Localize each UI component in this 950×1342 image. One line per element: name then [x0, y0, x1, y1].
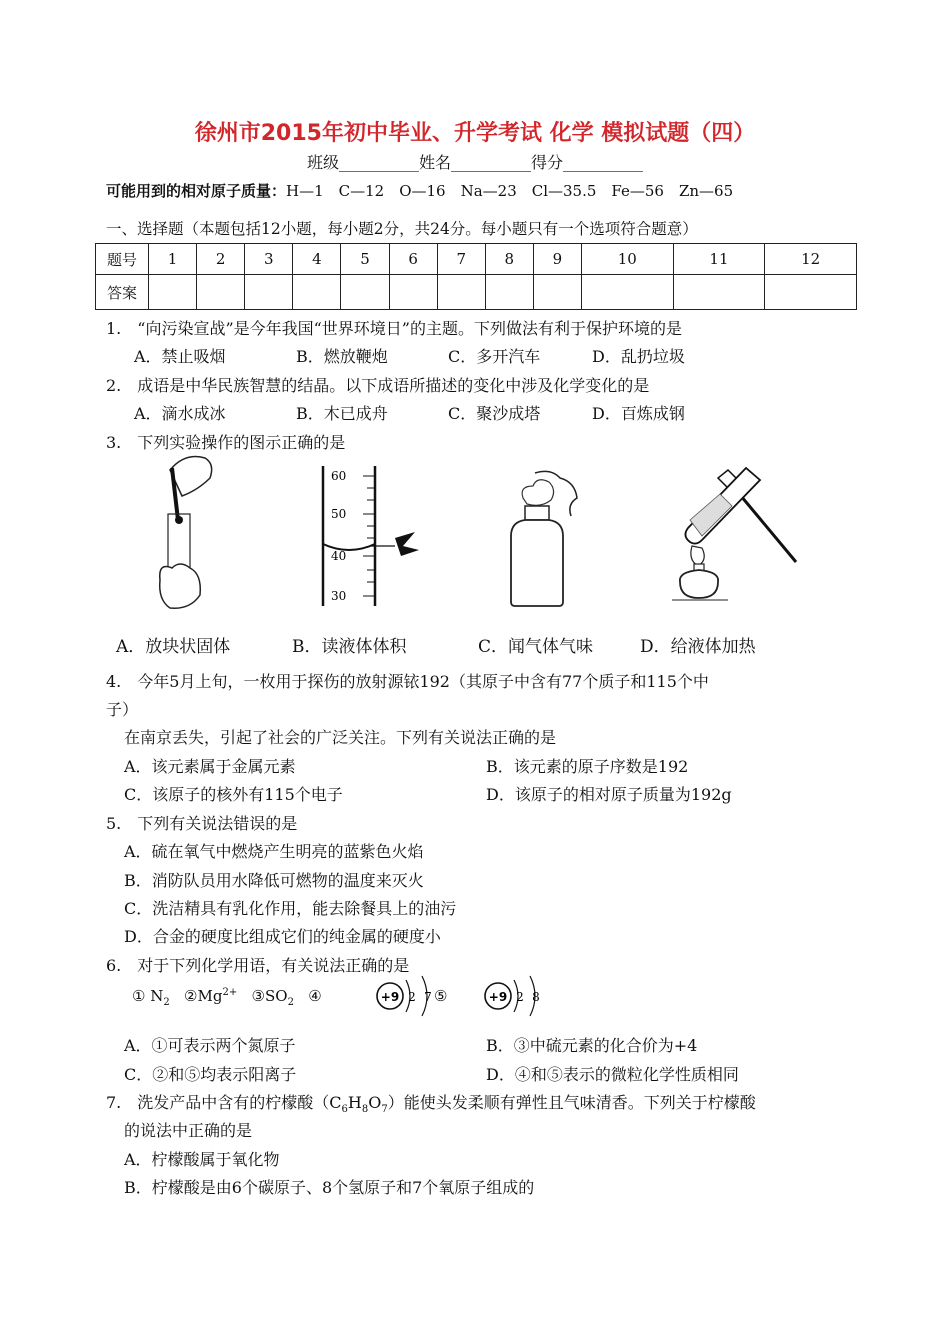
atom-structure-5 [480, 972, 542, 1020]
number-cell: 8 [485, 244, 533, 275]
q4-option-a: A．该元素属于金属元素 [124, 757, 296, 776]
number-cell: 9 [533, 244, 581, 275]
shell-electrons: 8 [532, 990, 540, 1004]
number-row [96, 244, 857, 275]
answer-cell[interactable] [293, 275, 341, 310]
figure-c-illustration [505, 468, 585, 608]
answer-cell[interactable] [149, 275, 197, 310]
number-cell: 12 [765, 244, 857, 275]
answer-cell[interactable] [765, 275, 857, 310]
class-blank[interactable]: __________ [338, 153, 419, 172]
q2-option-b: B．木已成舟 [296, 404, 388, 423]
number-cell: 2 [197, 244, 245, 275]
section-heading: 一、选择题（本题包括12小题，每小题2分，共24分。每小题只有一个选项符合题意） [106, 220, 698, 238]
q4-stem-line3: 在南京丢失，引起了社会的广泛关注。下列有关说法正确的是 [124, 728, 557, 747]
q5-option-b: B．消防队员用水降低可燃物的温度来灭火 [124, 871, 424, 890]
symbol-mg: ②Mg [184, 987, 223, 1005]
number-cell: 7 [437, 244, 485, 275]
q5-option-d: D．合金的硬度比组成它们的纯金属的硬度小 [124, 927, 441, 946]
number-cell: 11 [673, 244, 765, 275]
answer-cell[interactable] [389, 275, 437, 310]
q1-option-a: A．禁止吸烟 [134, 347, 226, 366]
figure-a-illustration [150, 450, 220, 615]
row-header: 答案 [96, 275, 149, 310]
answer-cell[interactable] [533, 275, 581, 310]
atomic-mass-label: 可能用到的相对原子质量： [106, 182, 287, 200]
label-1: ① [132, 987, 146, 1005]
superscript: 2+ [222, 987, 238, 998]
q3-stem: 3. 下列实验操作的图示正确的是 [106, 433, 346, 452]
subscript: 8 [361, 1104, 369, 1116]
q7-option-a: A．柠檬酸属于氧化物 [124, 1150, 280, 1169]
answer-cell[interactable] [197, 275, 245, 310]
score-blank[interactable]: __________ [563, 153, 644, 172]
q6-stem: 6. 对于下列化学用语，有关说法正确的是 [106, 956, 410, 975]
atomic-mass-values: H—1 C—12 O—16 Na—23 Cl—35.5 Fe—56 Zn—65 [286, 182, 734, 200]
q7-option-b: B．柠檬酸是由6个碳原子、8个氢原子和7个氧原子组成的 [124, 1178, 535, 1197]
q7-stem-text: ）能使头发柔顺有弹性且气味清香。下列关于柠檬酸 [387, 1093, 756, 1112]
nucleus-label: +9 [380, 990, 400, 1004]
q3-option-c: C．闻气体气味 [478, 637, 594, 657]
subscript: 2 [163, 997, 170, 1008]
q4-option-b: B．该元素的原子序数是192 [486, 757, 689, 776]
shell-electrons: 2 [408, 990, 416, 1004]
q4-option-c: C．该原子的核外有115个电子 [124, 785, 343, 804]
q6-option-c: C．②和⑤均表示阳离子 [124, 1065, 297, 1084]
atom-structure-4 [372, 972, 434, 1020]
score-label: 得分 [531, 153, 564, 172]
q6-symbols [132, 987, 322, 1008]
tick-label-50: 50 [331, 507, 347, 521]
q5-stem: 5. 下列有关说法错误的是 [106, 814, 298, 833]
q1-option-c: C．多开汽车 [448, 347, 541, 366]
q6-option-b: B．③中硫元素的化合价为+4 [486, 1036, 698, 1055]
q7-stem-line2: 的说法中正确的是 [124, 1121, 253, 1140]
q7-stem-text: 7. 洗发产品中含有的柠檬酸（C [106, 1093, 342, 1112]
q2-stem: 2. 成语是中华民族智慧的结晶。以下成语所描述的变化中涉及化学变化的是 [106, 376, 650, 395]
nucleus-label: +9 [488, 990, 508, 1004]
q5-option-c: C．洗洁精具有乳化作用，能去除餐具上的油污 [124, 899, 457, 918]
subscript: 2 [287, 997, 294, 1008]
q3-option-a: A．放块状固体 [116, 637, 231, 657]
number-cell: 1 [149, 244, 197, 275]
answer-cell[interactable] [673, 275, 765, 310]
formula-o: O [368, 1093, 382, 1112]
figure-d-illustration [668, 450, 803, 610]
q6-option-d: D．④和⑤表示的微粒化学性质相同 [486, 1065, 739, 1084]
q7-stem-line1 [106, 1090, 756, 1115]
answer-row [96, 275, 857, 310]
number-cell: 10 [581, 244, 673, 275]
shell-electrons: 7 [424, 990, 432, 1004]
q2-option-c: C．聚沙成塔 [448, 404, 541, 423]
shell-electrons: 2 [516, 990, 524, 1004]
q2-option-d: D．百炼成钢 [592, 404, 685, 423]
q6-option-a: A．①可表示两个氮原子 [124, 1036, 296, 1055]
label-5: ⑤ [434, 987, 448, 1005]
label-4: ④ [308, 987, 322, 1005]
q1-stem: 1. “向污染宣战”是今年我国“世界环境日”的主题。下列做法有利于保护环境的是 [106, 319, 682, 338]
tick-label-40: 40 [331, 549, 347, 563]
name-blank[interactable]: __________ [451, 153, 531, 172]
page-title: 徐州市2015年初中毕业、升学考试 化学 模拟试题（四） [194, 121, 756, 146]
atomic-mass-line [106, 180, 733, 201]
name-label: 姓名 [418, 153, 451, 172]
answer-table [95, 243, 857, 310]
subscript: 6 [341, 1104, 348, 1116]
answer-cell[interactable] [245, 275, 293, 310]
q3-option-d: D．给液体加热 [640, 637, 756, 657]
q4-option-d: D．该原子的相对原子质量为192g [486, 785, 732, 804]
formula-h: H [347, 1093, 362, 1112]
number-cell: 3 [245, 244, 293, 275]
q3-option-b: B．读液体体积 [292, 637, 407, 657]
figure-b-illustration [315, 460, 435, 610]
subscript: 7 [381, 1104, 388, 1116]
tick-label-30: 30 [331, 589, 347, 603]
q5-option-a: A．硫在氧气中燃烧产生明亮的蓝紫色火焰 [124, 842, 424, 861]
answer-cell[interactable] [341, 275, 389, 310]
info-line [0, 150, 950, 173]
tick-label-60: 60 [331, 469, 347, 483]
symbol-n2: N [150, 987, 164, 1005]
class-label: 班级 [306, 153, 339, 172]
answer-cell[interactable] [437, 275, 485, 310]
number-cell: 6 [389, 244, 437, 275]
answer-cell[interactable] [581, 275, 673, 310]
number-cell: 4 [293, 244, 341, 275]
q1-option-b: B．燃放鞭炮 [296, 347, 388, 366]
q4-stem-line2: 子） [106, 700, 139, 719]
number-cell: 5 [341, 244, 389, 275]
q4-stem-line1: 4. 今年5月上旬，一枚用于探伤的放射源铱192（其原子中含有77个质子和115个中 [106, 672, 709, 691]
symbol-so2: ③SO [251, 987, 288, 1005]
q1-option-d: D．乱扔垃圾 [592, 347, 685, 366]
row-header: 题号 [96, 244, 149, 275]
q2-option-a: A．滴水成冰 [134, 404, 226, 423]
answer-cell[interactable] [485, 275, 533, 310]
